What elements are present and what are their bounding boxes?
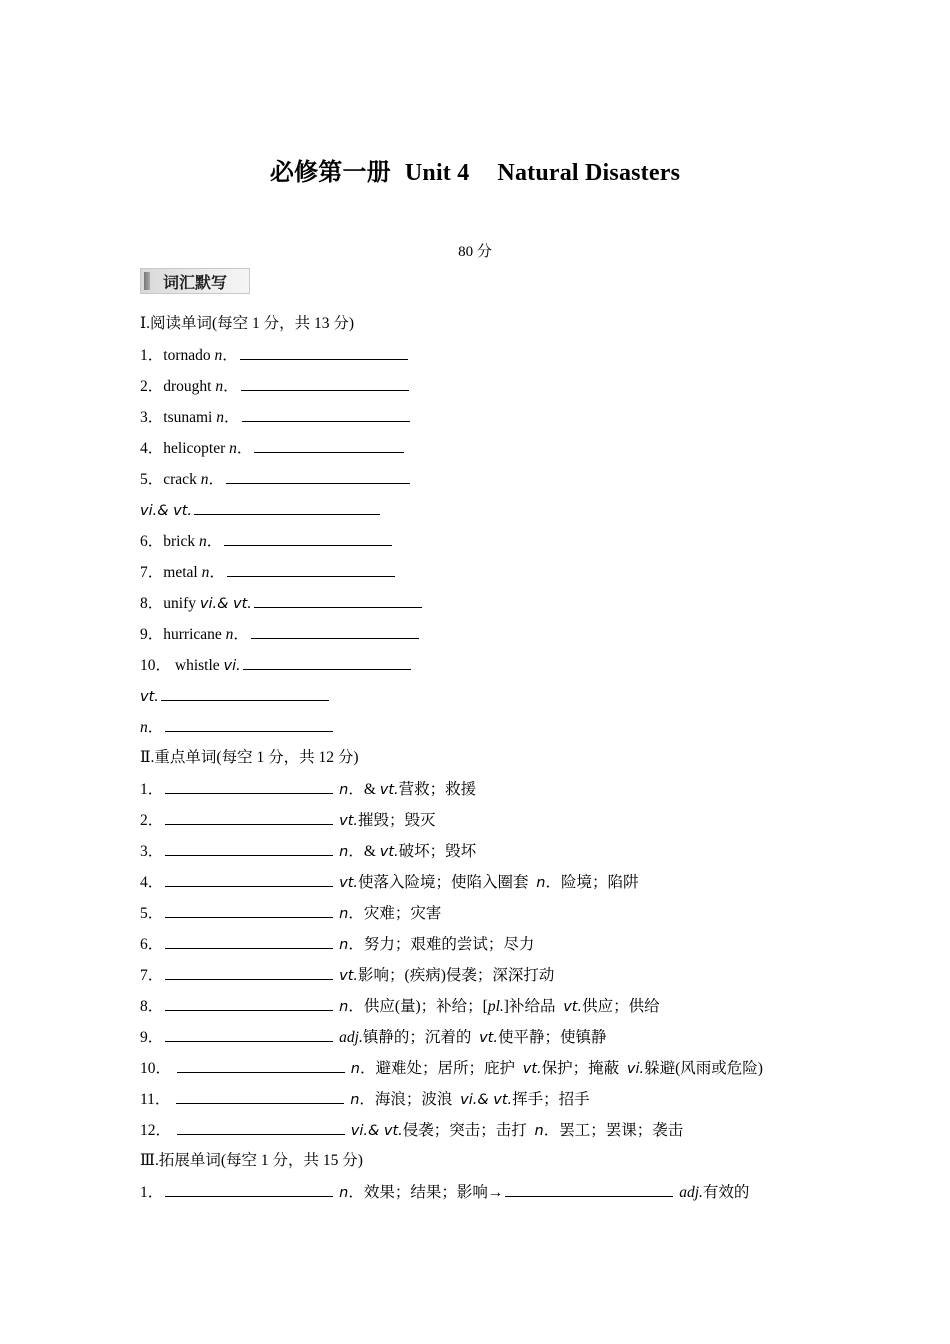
list-item: 1． n．& vt.营救；救援 bbox=[140, 778, 830, 809]
list-item: n． bbox=[140, 716, 830, 747]
list-item: 6．brick n． bbox=[140, 530, 830, 561]
list-item: 1． n．效果；结果；影响→ adj.有效的 bbox=[140, 1181, 830, 1212]
answer-blank[interactable] bbox=[251, 623, 419, 639]
answer-blank[interactable] bbox=[254, 592, 422, 608]
answer-blank[interactable] bbox=[165, 809, 333, 825]
answer-blank[interactable] bbox=[177, 1119, 345, 1135]
answer-blank[interactable] bbox=[177, 1057, 345, 1073]
list-item: vi.& vt. bbox=[140, 499, 830, 530]
answer-blank[interactable] bbox=[224, 530, 392, 546]
answer-blank[interactable] bbox=[161, 685, 329, 701]
list-item: 1．tornado n． bbox=[140, 344, 830, 375]
answer-blank[interactable] bbox=[240, 344, 408, 360]
list-item: 3． n．& vt.破坏；毁坏 bbox=[140, 840, 830, 871]
answer-blank[interactable] bbox=[165, 1181, 333, 1197]
exercise-lines bbox=[140, 313, 830, 1212]
answer-blank[interactable] bbox=[165, 995, 333, 1011]
answer-blank[interactable] bbox=[165, 933, 333, 949]
answer-blank[interactable] bbox=[227, 561, 395, 577]
list-item: 5．crack n． bbox=[140, 468, 830, 499]
list-item: 5． n．灾难；灾害 bbox=[140, 902, 830, 933]
answer-blank[interactable] bbox=[176, 1088, 344, 1104]
part2-heading: Ⅱ.重点单词(每空 1 分，共 12 分) bbox=[140, 749, 359, 766]
banner-bar-icon bbox=[144, 272, 150, 290]
answer-blank[interactable] bbox=[241, 375, 409, 391]
answer-blank[interactable] bbox=[165, 964, 333, 980]
part1-heading: Ⅰ.阅读单词(每空 1 分，共 13 分) bbox=[140, 315, 355, 332]
section-label: 词汇默写 bbox=[163, 273, 228, 292]
answer-blank[interactable] bbox=[194, 499, 380, 515]
list-item: 10． n．避难处；居所；庇护 vt.保护；掩蔽 vi.躲避(风雨或危险) bbox=[140, 1057, 830, 1088]
total-score: 80 分 bbox=[458, 244, 492, 260]
list-item: 9． adj.镇静的；沉着的 vt.使平静；使镇静 bbox=[140, 1026, 830, 1057]
list-item: 6． n．努力；艰难的尝试；尽力 bbox=[140, 933, 830, 964]
title-unit: Unit 4 bbox=[404, 160, 470, 186]
answer-blank[interactable] bbox=[165, 902, 333, 918]
title-cn: 必修第一册 bbox=[269, 160, 391, 186]
answer-blank[interactable] bbox=[226, 468, 410, 484]
list-item: 10． whistle vi. bbox=[140, 654, 830, 685]
answer-blank[interactable] bbox=[165, 840, 333, 856]
list-item: 2． vt.摧毁；毁灭 bbox=[140, 809, 830, 840]
answer-blank[interactable] bbox=[242, 406, 410, 422]
list-item: 7．metal n． bbox=[140, 561, 830, 592]
list-item: 3．tsunami n． bbox=[140, 406, 830, 437]
page-title bbox=[0, 152, 950, 187]
list-item: 4．helicopter n． bbox=[140, 437, 830, 468]
title-name: Natural Disasters bbox=[497, 160, 681, 186]
list-item: 8． n．供应(量)；补给；[pl.]补给品 vt.供应；供给 bbox=[140, 995, 830, 1026]
answer-blank[interactable] bbox=[165, 871, 333, 887]
list-item: vt. bbox=[140, 685, 830, 716]
section-banner bbox=[140, 268, 250, 294]
list-item: 12． vi.& vt.侵袭；突击；击打 n．罢工；罢课；袭击 bbox=[140, 1119, 830, 1150]
list-item: 7． vt.影响；(疾病)侵袭；深深打动 bbox=[140, 964, 830, 995]
answer-blank[interactable] bbox=[254, 437, 404, 453]
answer-blank[interactable] bbox=[505, 1181, 673, 1197]
answer-blank[interactable] bbox=[165, 716, 333, 732]
list-item: 9．hurricane n． bbox=[140, 623, 830, 654]
answer-blank[interactable] bbox=[165, 778, 333, 794]
list-item: 4． vt.使落入险境；使陷入圈套 n．险境；陷阱 bbox=[140, 871, 830, 902]
answer-blank[interactable] bbox=[165, 1026, 333, 1042]
answer-blank[interactable] bbox=[243, 654, 411, 670]
list-item: 2．drought n． bbox=[140, 375, 830, 406]
part3-heading: Ⅲ.拓展单词(每空 1 分，共 15 分) bbox=[140, 1152, 363, 1169]
list-item: 11． n．海浪；波浪 vi.& vt.挥手；招手 bbox=[140, 1088, 830, 1119]
list-item: 8．unify vi.& vt. bbox=[140, 592, 830, 623]
